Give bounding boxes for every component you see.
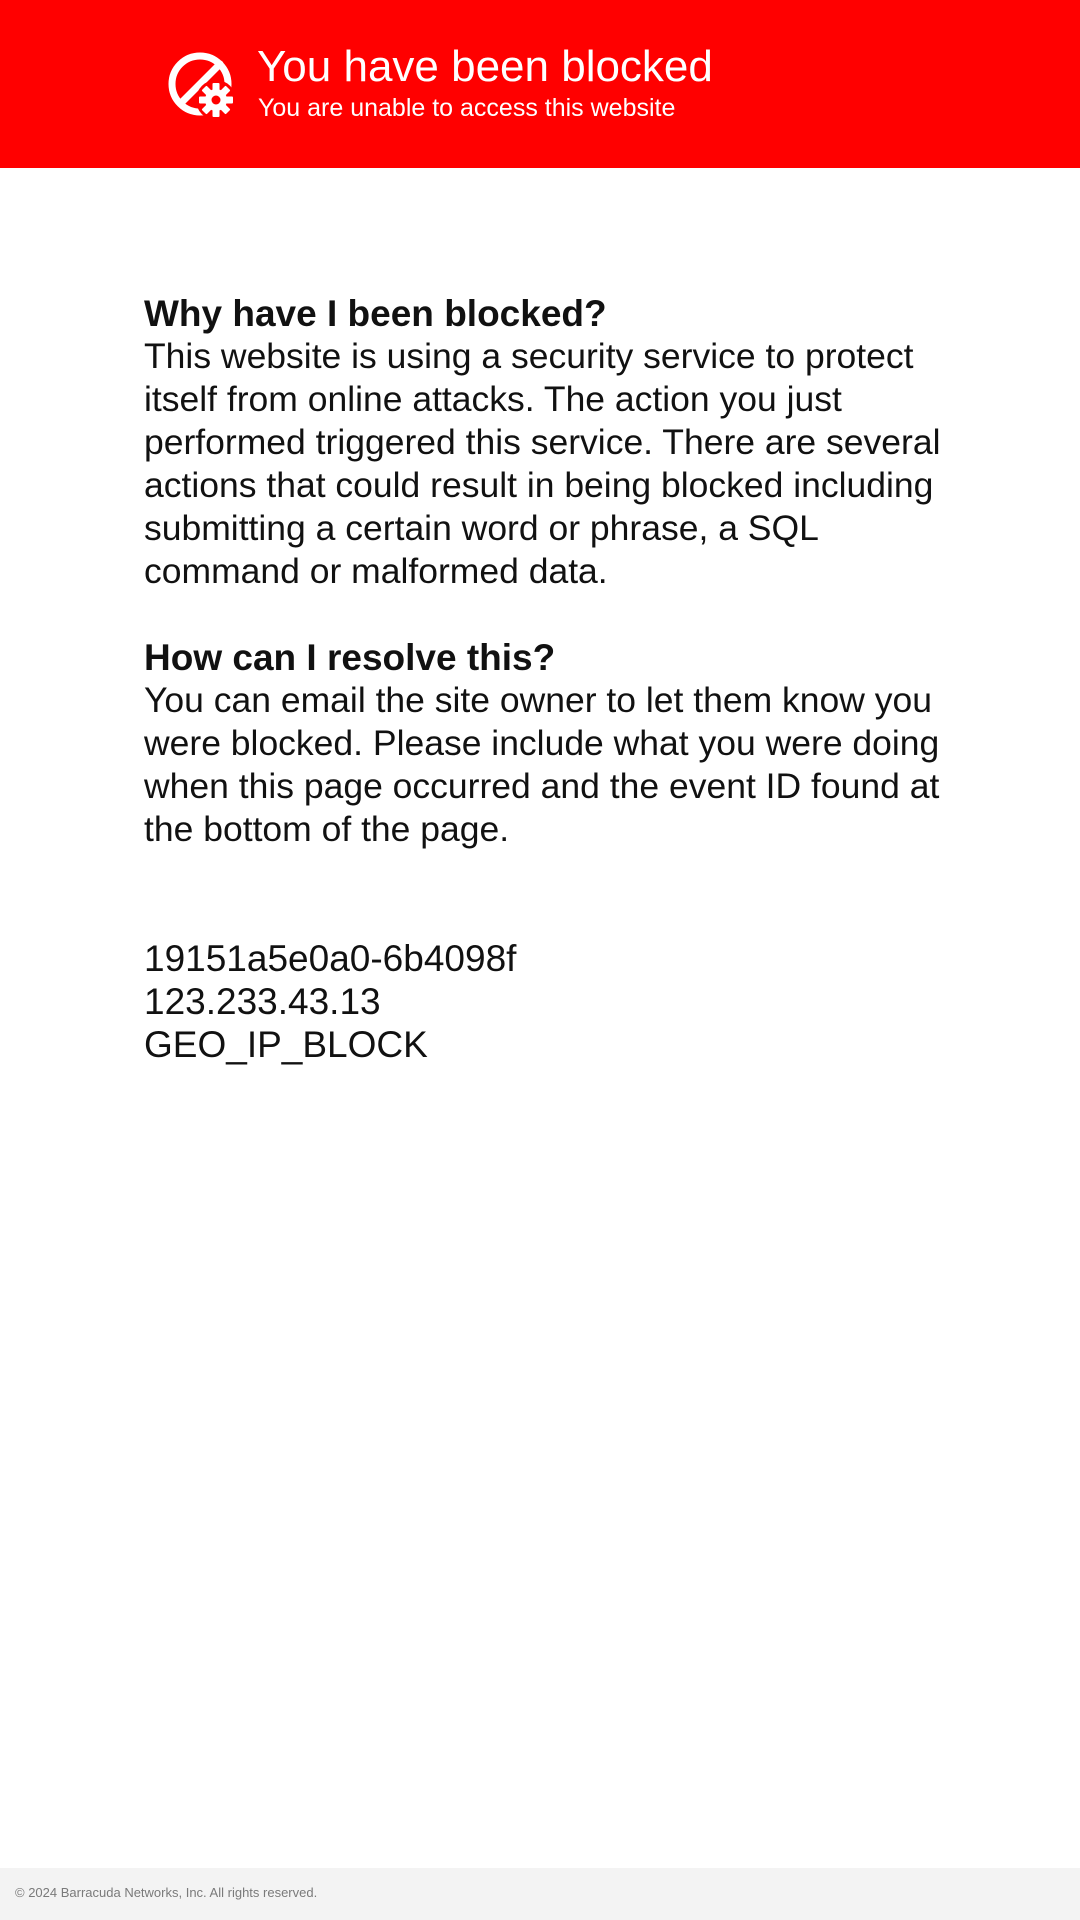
why-blocked-heading: Why have I been blocked?	[144, 293, 607, 334]
ip-address: 123.233.43.13	[144, 981, 381, 1022]
blocked-gear-icon	[166, 50, 238, 122]
why-blocked-text: This website is using a security service to protect itself from online attacks. The action you just performed triggered this service. There are several actions that could result in being blocked including submitting a certain word or phrase, a SQL command or malformed data.	[144, 336, 941, 591]
blocked-banner	[0, 0, 1080, 168]
resolve-heading: How can I resolve this?	[144, 637, 556, 678]
copyright-text: © 2024 Barracuda Networks, Inc. All rights reserved.	[15, 1885, 318, 1900]
footer	[0, 1868, 1080, 1920]
resolve-text: You can email the site owner to let them know you were blocked. Please include what you were doing when this page occurred and the event ID found at the bottom of the page.	[144, 680, 940, 849]
why-blocked-section	[144, 292, 944, 593]
event-id: 19151a5e0a0-6b4098f	[144, 938, 517, 979]
event-details	[144, 937, 516, 1066]
block-reason: GEO_IP_BLOCK	[144, 1024, 428, 1065]
page-subtitle: You are unable to access this website	[258, 94, 676, 122]
page-title: You have been blocked	[257, 42, 713, 91]
resolve-section	[144, 636, 944, 851]
explanation-content	[144, 292, 944, 851]
